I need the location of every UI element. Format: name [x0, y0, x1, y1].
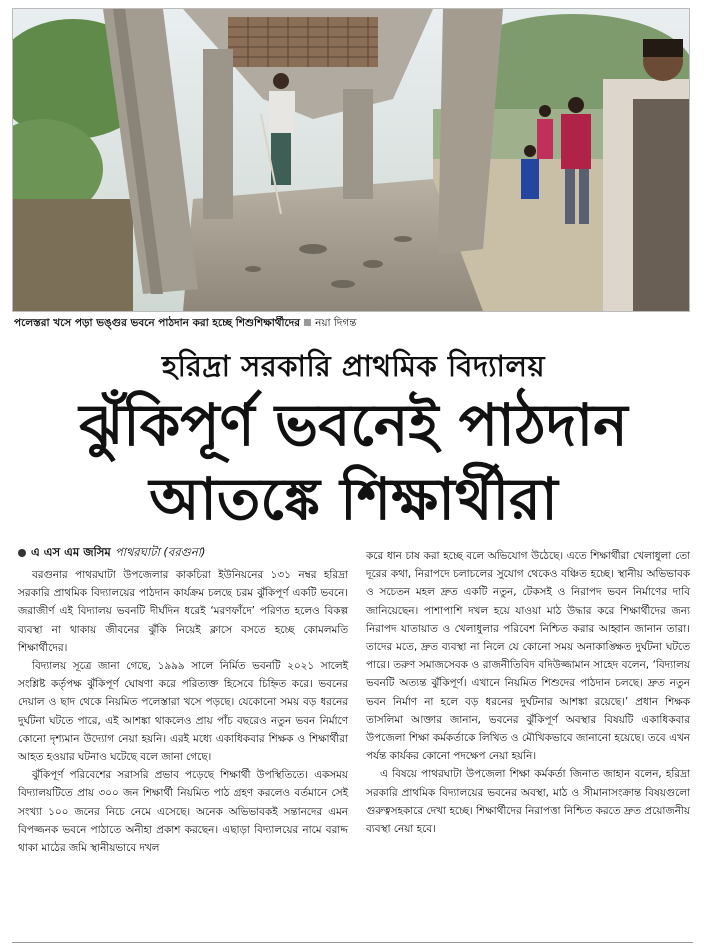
- headline-line-1: ঝুঁকিপূর্ণ ভবনেই পাঠদান: [79, 391, 628, 459]
- square-bullet-icon: [304, 319, 311, 326]
- bottom-divider: [12, 942, 693, 943]
- paragraph: এ বিষয়ে পাথরঘাটা উপজেলা শিক্ষা কর্মকর্তা জিনাত জাহান বলেন, হরিদ্রা সরকারি প্রাথমিক বিদ্যালয়ের ভবনের অবস্থা, মাঠ ও সীমানাসংক্রান্ত বিষয়গুলো গুরুত্বসহকারে দেখা হচ্ছে। শিক্ষার্থীদের নিরাপত্তা নিশ্চিত করতে দ্রুত প্রয়োজনীয় ব্যবস্থা নেয়া হবে।: [366, 768, 690, 836]
- byline: [18, 544, 348, 563]
- paragraph: বরগুনার পাথরঘাটা উপজেলার কাকচিরা ইউনিয়নের ১৩১ নম্বর হরিদ্রা সরকারি প্রাথমিক বিদ্যালয়ের পাঠদান কার্যক্রম চলছে চরম ঝুঁকিপূর্ণ একটি ভবনে। জরাজীর্ণ এই বিদ্যালয় ভবনটি দীর্ঘদিন ধরেই ‘মরণফাঁদে’ পরিণত হলেও বিকল্প ব্যবস্থা না থাকায় জীবনের ঝুঁকি নিয়েই ক্লাসে বসতে হচ্ছে কোমলমতি শিক্ষার্থীদের।: [18, 569, 348, 654]
- photo-source: নয়া দিগন্ত: [315, 317, 357, 329]
- byline-author: এ এস এম জসিম: [31, 545, 111, 559]
- paragraph: বিদ্যালয় সূত্রে জানা গেছে, ১৯৯৯ সালে নির্মিত ভবনটি ২০২১ সালেই সংশ্লিষ্ট কর্তৃপক্ষ ঝুঁকিপূর্ণ ঘোষণা করে পরিত্যক্ত হিসেবে চিহ্নিত করে। ভবনের দেয়াল ও ছাদ থেকে নিয়মিত পলেস্তারা খসে পড়ছে। যেকোনো সময় বড় ধরনের দুর্ঘটনা ঘটতে পারে, এই আশঙ্কা থাকলেও প্রায় পাঁচ বছরেও নতুন ভবন নির্মাণে কোনো দৃশ্যমান উদ্যোগ নেয়া হয়নি। এরই মধ্যে একাধিকবার শিক্ষক ও শিক্ষার্থীরা আহত হওয়ার ঘটনাও ঘটেছে বলে জানা গেছে।: [18, 660, 348, 764]
- paragraph: ঝুঁকিপূর্ণ পরিবেশের সরাসরি প্রভাব পড়েছে শিক্ষার্থী উপস্থিতিতে। একসময় বিদ্যালয়টিতে প্রায় ৩০০ জন শিক্ষার্থী নিয়মিত পাঠ গ্রহণ করলেও বর্তমানে সেই সংখ্যা ১০০ জনের নিচে নেমে এসেছে। অনেক অভিভাবকই সন্তানদের এমন বিপজ্জনক ভবনে পাঠাতে অনীহা প্রকাশ করছেন। এছাড়া বিদ্যালয়ের নামে বরাদ্দ থাকা মাঠের জমি স্থানীয়ভাবে দখল: [18, 769, 348, 855]
- article-column-left: [18, 566, 348, 857]
- photo-caption: [14, 316, 694, 333]
- paragraph: করে ধান চাষ করা হচ্ছে বলে অভিযোগ উঠেছে। এতে শিক্ষার্থীরা খেলাধুলা তো দূরের কথা, নিরাপদে চলাচলের সুযোগ থেকেও বঞ্চিত হচ্ছে। স্থানীয় অভিভাবক ও সচেতন মহল দ্রুত একটি নতুন, টেকসই ও নিরাপদ ভবন নির্মাণের দাবি জানিয়েছেন। পাশাপাশি দখল হয়ে যাওয়া মাঠ উদ্ধার করে শিক্ষার্থীদের জন্য নিরাপদ যাতায়াত ও খেলাধুলার পরিবেশ নিশ্চিত করার আহ্বান জানান তারা। তাদের মতে, দ্রুত ব্যবস্থা না নিলে যে কোনো সময় অনাকাঙ্ক্ষিত দুর্ঘটনা ঘটতে পারে। তরুণ সমাজসেবক ও রাজনীতিবিদ বদিউজ্জামান সাহেদ বলেন, ‘বিদ্যালয় ভবনটি অত্যন্ত ঝুঁকিপূর্ণ। এখানে নিয়মিত শিশুদের পাঠদান চলছে। দ্রুত নতুন ভবন নির্মাণ না হলে বড় ধরনের দুর্ঘটনার আশঙ্কা রয়েছে।’ প্রধান শিক্ষক তাসলিমা আক্তার জানান, ভবনের ঝুঁকিপূর্ণ অবস্থার বিষয়টি একাধিকবার উপজেলা শিক্ষা কর্মকর্তাকে লিখিত ও মৌখিকভাবে জানানো হয়েছে। তবে এখন পর্যন্ত কার্যকর কোনো পদক্ষেপ নেয়া হয়নি।: [366, 550, 690, 763]
- caption-text: পলেস্তরা খসে পড়া ভঙ্গুর ভবনে পাঠদান করা হচ্ছে শিশুশিক্ষার্থীদের: [14, 317, 301, 329]
- bullet-dot-icon: [18, 549, 26, 557]
- headline-line-2: আতঙ্কে শিক্ষার্থীরা: [149, 465, 558, 533]
- headline-kicker: হরিদ্রা সরকারি প্রাথমিক বিদ্যালয়: [161, 349, 546, 383]
- byline-place: পাথরঘাটা (বরগুনা): [114, 545, 206, 559]
- news-photo: [12, 8, 690, 312]
- school-building-photo: [13, 9, 689, 311]
- article-column-right: [366, 547, 690, 838]
